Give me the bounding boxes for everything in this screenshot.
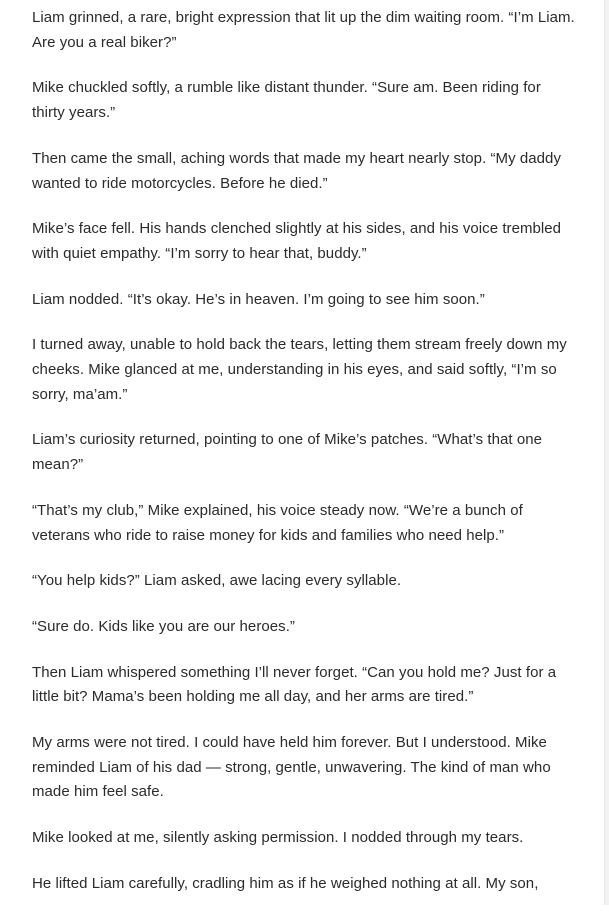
paragraph: My arms were not tired. I could have held him forever. But I understood. Mike reminded Liam of his dad — strong, gentle, unwavering. The kind of man who made him feel safe. bbox=[32, 734, 551, 801]
paragraph: “That’s my club,” Mike explained, his voice steady now. “We’re a bunch of veterans who ride to raise money for kids and families who need help.” bbox=[32, 501, 523, 544]
vertical-scrollbar[interactable] bbox=[605, 0, 609, 905]
paragraph: Liam’s curiosity returned, pointing to one of Mike’s patches. “What’s that one mean?” bbox=[32, 431, 543, 474]
paragraph: Mike chuckled softly, a rumble like distant thunder. “Sure am. Been riding for thirty years.” bbox=[32, 79, 541, 122]
paragraph: Liam grinned, a rare, bright expression that lit up the dim waiting room. “I’m Liam. Are you a real biker?” bbox=[32, 9, 575, 51]
paragraph: Mike’s face fell. His hands clenched slightly at his sides, and his voice trembled with quiet empathy. “I’m sorry to hear that, buddy.” bbox=[32, 220, 562, 262]
paragraph: “You help kids?” Liam asked, awe lacing every syllable. bbox=[32, 572, 402, 590]
paragraph: “Sure do. Kids like you are our heroes.” bbox=[32, 617, 295, 635]
paragraph: Mike looked at me, silently asking permission. I nodded through my tears. bbox=[32, 829, 524, 847]
paragraph: Liam nodded. “It’s okay. He’s in heaven. I’m going to see him soon.” bbox=[32, 290, 485, 308]
paragraph: He lifted Liam carefully, cradling him as if he weighed nothing at all. My son, bbox=[32, 874, 539, 892]
article-body bbox=[32, 6, 577, 918]
paragraph: Then came the small, aching words that made my heart nearly stop. “My daddy wanted to ride motorcycles. Before he died.” bbox=[32, 149, 561, 192]
paragraph: I turned away, unable to hold back the tears, letting them stream freely down my cheeks. Mike glanced at me, understanding in his eyes, and said softly, “I’m so sorry, ma’am.” bbox=[32, 336, 567, 403]
paragraph: Then Liam whispered something I’ll never forget. “Can you hold me? Just for a little bit? Mama’s been holding me all day, and her arms are tired.” bbox=[32, 663, 557, 706]
